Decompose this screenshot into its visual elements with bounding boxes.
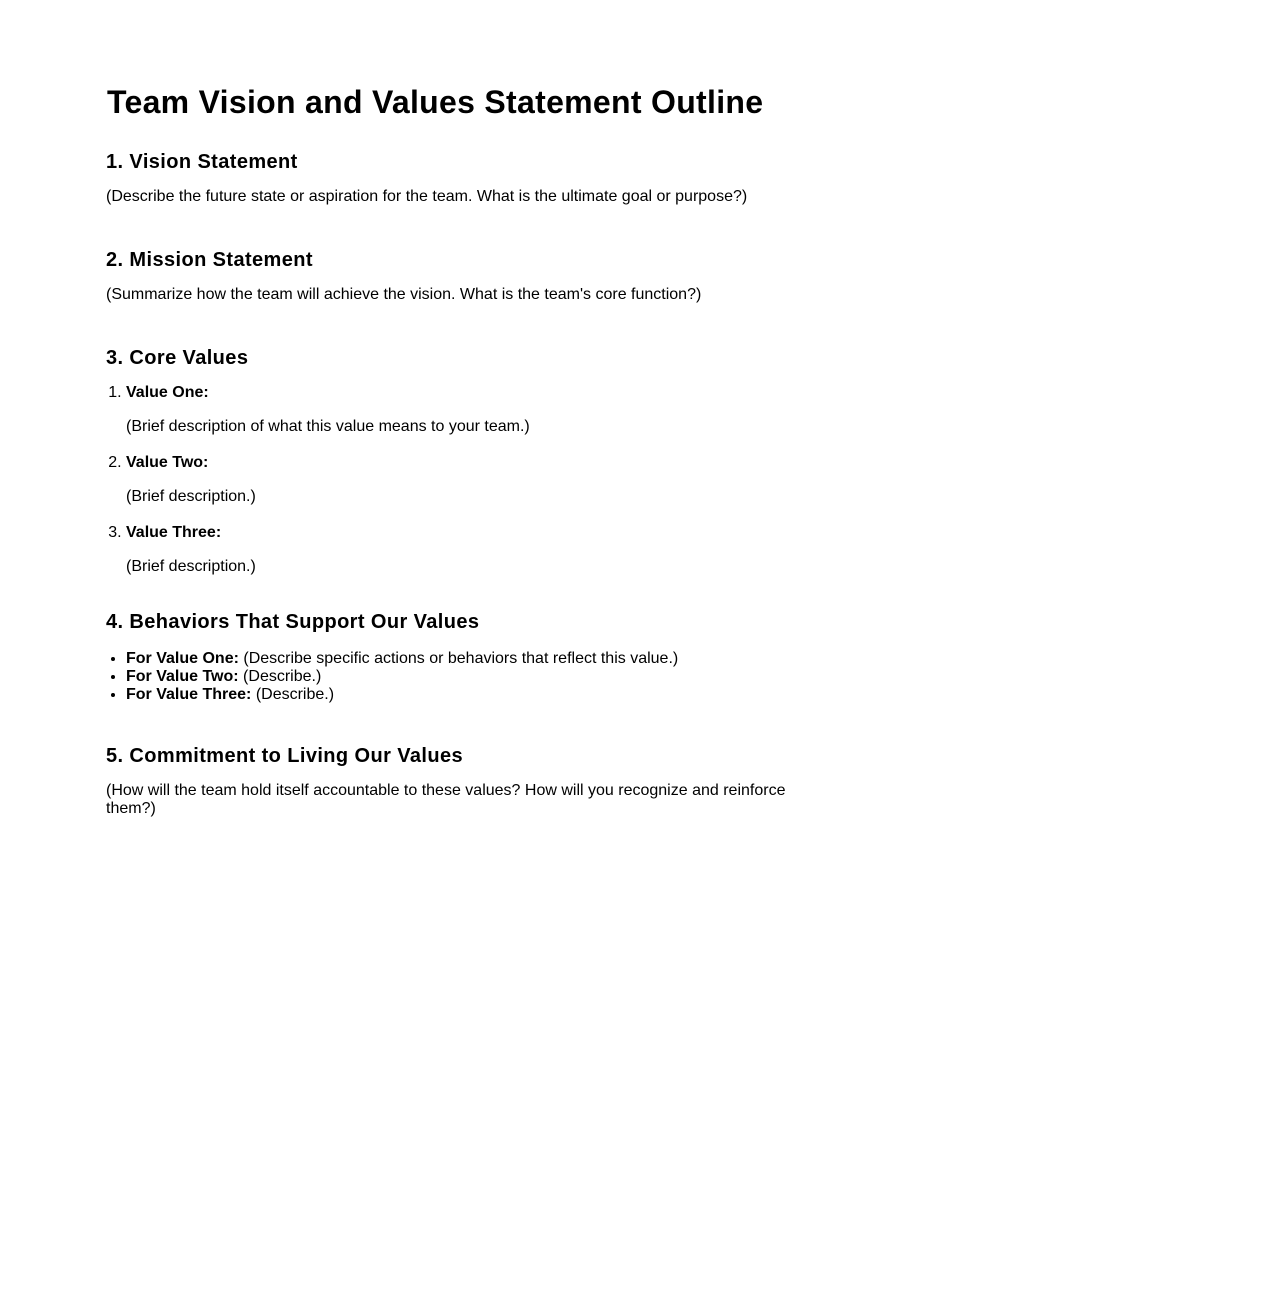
- page-title: Team Vision and Values Statement Outline: [107, 84, 764, 120]
- behavior-text: (Describe.): [251, 686, 335, 703]
- values-list: [106, 384, 806, 576]
- behaviors-list: [106, 650, 806, 704]
- section-mission: [106, 248, 806, 304]
- section-core-values: [106, 346, 806, 576]
- value-description: (Brief description.): [126, 488, 256, 505]
- value-description: (Brief description.): [126, 558, 256, 575]
- section-vision: [106, 150, 806, 206]
- list-item: [126, 650, 806, 668]
- document: [106, 0, 806, 818]
- section-heading: 1. Vision Statement: [106, 151, 298, 173]
- list-item: [126, 524, 806, 576]
- list-item: [126, 454, 806, 506]
- section-commitment: [106, 744, 806, 818]
- list-item: [126, 384, 806, 436]
- behavior-label: For Value One:: [126, 650, 239, 667]
- behavior-text: (Describe.): [238, 668, 322, 685]
- behavior-text: (Describe specific actions or behaviors that reflect this value.): [238, 650, 679, 667]
- section-behaviors: [106, 610, 806, 704]
- value-description: (Brief description of what this value means to your team.): [126, 418, 530, 435]
- behavior-label: For Value Three:: [126, 686, 252, 703]
- section-heading: 4. Behaviors That Support Our Values: [106, 611, 480, 633]
- section-text: (Summarize how the team will achieve the vision. What is the team's core function?): [106, 286, 702, 303]
- section-text: (Describe the future state or aspiration for the team. What is the ultimate goal or purpose?): [106, 188, 748, 205]
- value-name: Value Three:: [126, 524, 222, 541]
- behavior-label: For Value Two:: [126, 668, 239, 685]
- value-name: Value One:: [126, 384, 209, 401]
- value-name: Value Two:: [126, 454, 209, 471]
- list-item: [126, 668, 806, 686]
- section-heading: 2. Mission Statement: [106, 249, 313, 271]
- section-heading: 5. Commitment to Living Our Values: [106, 745, 463, 767]
- section-heading: 3. Core Values: [106, 347, 249, 369]
- section-text: (How will the team hold itself accountable to these values? How will you recognize and reinforce them?): [106, 782, 786, 817]
- list-item: [126, 686, 806, 704]
